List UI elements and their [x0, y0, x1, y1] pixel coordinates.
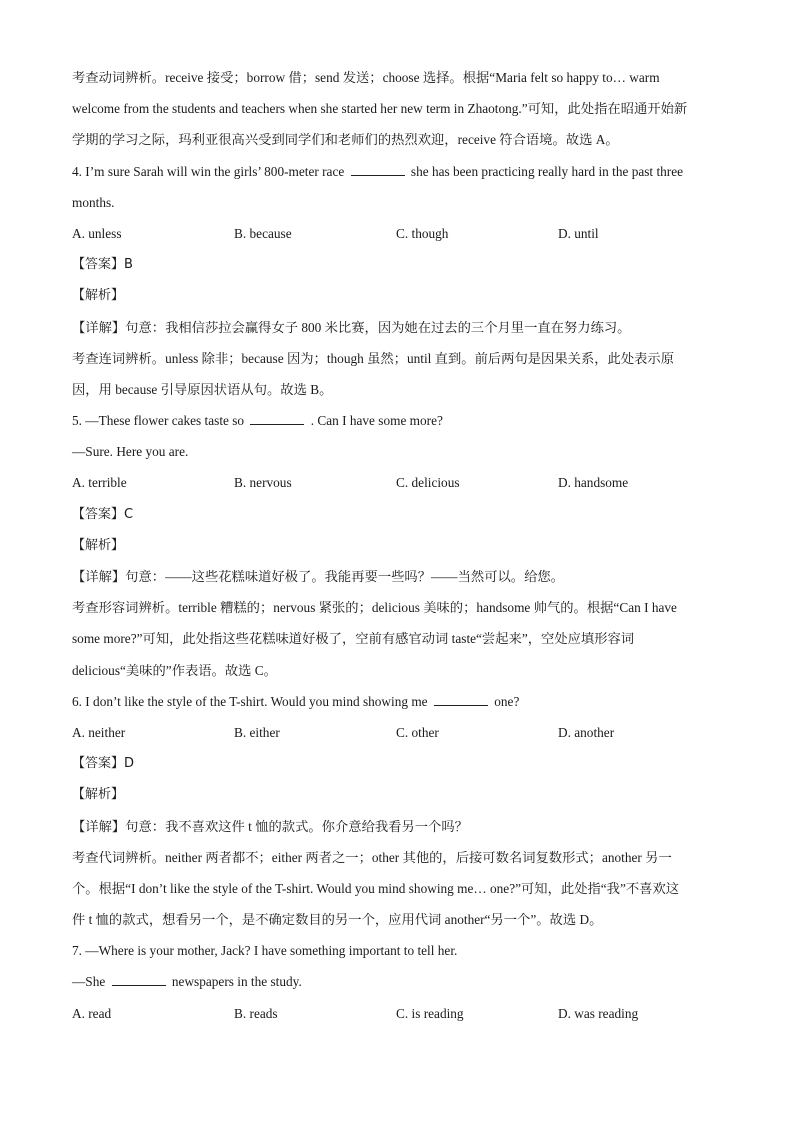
question-stem-part: she has been practicing really hard in the past three: [410, 163, 684, 179]
explanation-line: delicious“美味的”作表语。故选 C。: [72, 662, 277, 678]
text-line: 考查动词辨析。receive 接受；borrow 借；send 发送；choose 选择。根据“Maria felt so happy to… warm: [72, 70, 660, 85]
option: A. terrible: [72, 475, 127, 491]
question-stem: [72, 156, 724, 187]
option: C. though: [396, 225, 449, 241]
question-stem-part: one?: [494, 693, 520, 709]
question-stem-part: 5. —These flower cakes taste so: [72, 413, 245, 429]
explanation-line: 考查形容词辨析。terrible 糟糕的；nervous 紧张的；delicious 美味的；handsome 帅气的。根据“Can I have: [72, 600, 677, 616]
option: B. nervous: [234, 475, 292, 491]
option: B. either: [234, 724, 280, 740]
question-stem: [72, 405, 724, 436]
question-stem-part: 6. I don’t like the style of the T-shirt. Would you mind showing me: [72, 693, 428, 709]
answer-blank: [351, 162, 405, 176]
answer-blank: [250, 411, 304, 425]
explanation-line: 考查代词辨析。neither 两者都不；either 两者之一；other 其他的，后接可数名词复数形式；another 另一: [72, 849, 672, 865]
detail-line: 【详解】句意：我相信莎拉会赢得女子 800 米比赛，因为她在过去的三个月里一直在努力练习。: [72, 319, 631, 335]
option: A. neither: [72, 724, 126, 740]
question-stem: 7. —Where is your mother, Jack? I have something important to tell her.: [72, 943, 458, 959]
answer-label: 【答案】D: [72, 756, 135, 772]
question-stem-continued: months.: [72, 194, 115, 210]
analysis-label: 【解析】: [72, 537, 125, 553]
option-row: [72, 717, 724, 748]
option: C. is reading: [396, 1005, 464, 1021]
option: A. unless: [72, 225, 122, 241]
analysis-label: 【解析】: [72, 288, 125, 304]
question-stem-part: newspapers in the study.: [171, 974, 302, 990]
answer-label: 【答案】B: [72, 257, 133, 273]
option-row: [72, 998, 724, 1029]
explanation-line: 个。根据“I don’t like the style of the T-shirt. Would you mind showing me… one?”可知，此处指“我”不喜欢这: [72, 880, 680, 896]
option: D. until: [558, 225, 599, 241]
detail-line: 【详解】句意：——这些花糕味道好极了。我能再要一些吗？——当然可以。给您。: [72, 569, 564, 584]
option: A. read: [72, 1005, 112, 1021]
option: D. handsome: [558, 475, 629, 491]
option: C. other: [396, 724, 439, 740]
answer-blank: [112, 972, 166, 986]
detail-line: 【详解】句意：我不喜欢这件 t 恤的款式。你介意给我看另一个吗？: [72, 818, 468, 834]
analysis-label: 【解析】: [72, 787, 125, 803]
explanation-line: 件 t 恤的款式，想看另一个，是不确定数目的另一个，应用代词 another“另一个”。故选 D。: [72, 912, 603, 928]
dialogue-reply: —Sure. Here you are.: [72, 444, 189, 460]
option: B. reads: [234, 1005, 278, 1021]
question-stem: [72, 686, 724, 717]
question-stem-part: . Can I have some more?: [310, 413, 443, 429]
option: D. another: [558, 724, 615, 740]
option-row: [72, 218, 724, 249]
option: D. was reading: [558, 1005, 639, 1021]
explanation-line: 因，用 because 引导原因状语从句。故选 B。: [72, 381, 333, 397]
answer-blank: [434, 692, 488, 706]
text-line: 学期的学习之际，玛利亚很高兴受到同学们和老师们的热烈欢迎，receive 符合语境。故选 A。: [72, 132, 619, 148]
question-stem-part: —She: [72, 974, 106, 990]
question-stem-part: 4. I’m sure Sarah will win the girls’ 800-meter race: [72, 163, 345, 179]
option: B. because: [234, 225, 292, 241]
explanation-line: some more?”可知，此处指这些花糕味道好极了，空前有感官动词 taste“尝起来”，空处应填形容词: [72, 631, 635, 647]
answer-label: 【答案】C: [72, 506, 134, 522]
dialogue-reply: [72, 966, 724, 997]
option-row: [72, 467, 724, 498]
document-page: [72, 62, 724, 1029]
explanation-line: 考查连词辨析。unless 除非；because 因为；though 虽然；until 直到。前后两句是因果关系，此处表示原: [72, 350, 675, 366]
text-line: welcome from the students and teachers when she started her new term in Zhaotong.”可知，此处指在昭通开始新: [72, 101, 688, 117]
option: C. delicious: [396, 475, 460, 491]
